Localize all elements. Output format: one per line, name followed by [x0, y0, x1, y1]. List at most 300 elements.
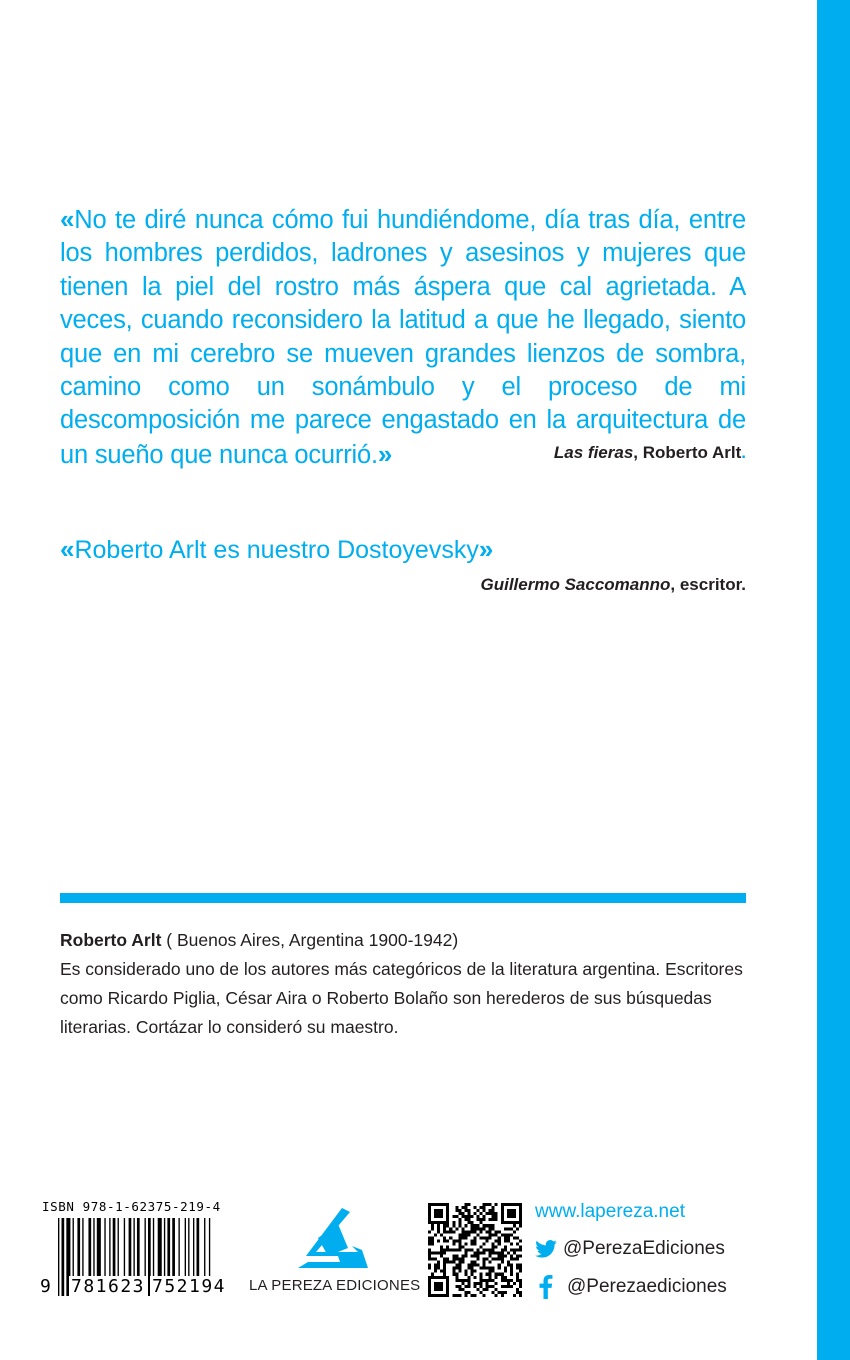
qr-module — [470, 1227, 473, 1230]
qr-module — [480, 1227, 483, 1230]
qr-module — [489, 1261, 492, 1264]
qr-module — [443, 1239, 446, 1242]
qr-module — [483, 1236, 486, 1239]
qr-module — [480, 1221, 483, 1224]
publisher-name: LA PEREZA EDICIONES — [249, 1277, 421, 1294]
qr-module — [504, 1276, 507, 1279]
qr-module — [504, 1233, 507, 1236]
qr-module — [489, 1236, 492, 1239]
qr-module — [489, 1209, 492, 1212]
qr-module — [480, 1206, 483, 1209]
qr-module — [489, 1270, 492, 1273]
qr-code[interactable] — [428, 1203, 522, 1297]
qr-module — [495, 1212, 498, 1215]
qr-module — [492, 1242, 495, 1245]
qr-module — [516, 1273, 519, 1276]
qr-module — [498, 1230, 501, 1233]
qr-module — [455, 1248, 458, 1251]
qr-module — [492, 1291, 495, 1294]
attribution-period: . — [741, 443, 746, 462]
author-bio — [60, 926, 750, 1042]
qr-module — [449, 1261, 452, 1264]
qr-module — [461, 1236, 464, 1239]
facebook-handle[interactable] — [535, 1275, 727, 1299]
qr-module — [443, 1236, 446, 1239]
qr-module — [510, 1242, 513, 1245]
qr-module — [464, 1279, 467, 1282]
qr-module — [513, 1236, 516, 1239]
qr-module — [504, 1245, 507, 1248]
qr-module — [516, 1291, 519, 1294]
qr-module — [480, 1252, 483, 1255]
qr-module — [501, 1285, 504, 1288]
qr-module — [470, 1224, 473, 1227]
qr-module — [495, 1215, 498, 1218]
qr-module — [455, 1255, 458, 1258]
qr-module — [495, 1218, 498, 1221]
qr-module — [507, 1285, 510, 1288]
qr-module — [443, 1261, 446, 1264]
qr-module — [492, 1258, 495, 1261]
qr-module — [437, 1267, 440, 1270]
quote-close-mark: » — [377, 438, 393, 469]
qr-module — [510, 1248, 513, 1251]
qr-module — [519, 1248, 522, 1251]
qr-module — [477, 1282, 480, 1285]
qr-module — [434, 1233, 437, 1236]
qr-module — [492, 1215, 495, 1218]
qr-module — [473, 1206, 476, 1209]
qr-module — [519, 1255, 522, 1258]
qr-module — [458, 1261, 461, 1264]
bio-text: Es considerado uno de los autores más categóricos de la literatura argentina. Escritores como Ricardo Piglia, César Aira o Roberto Bolaño son herederos de sus búsquedas literarias. Cortázar lo consideró su maestro. — [60, 959, 743, 1037]
twitter-handle-text: @PerezaEdiciones — [563, 1238, 725, 1259]
qr-module — [458, 1267, 461, 1270]
qr-module — [467, 1209, 470, 1212]
qr-module — [504, 1248, 507, 1251]
qr-module — [473, 1212, 476, 1215]
qr-module — [501, 1252, 504, 1255]
qr-module — [464, 1291, 467, 1294]
quote2-role: , escritor. — [670, 575, 746, 594]
qr-module — [467, 1221, 470, 1224]
qr-module — [470, 1239, 473, 1242]
qr-module — [443, 1252, 446, 1255]
qr-module — [504, 1270, 507, 1273]
qr-module — [480, 1245, 483, 1248]
qr-module — [510, 1264, 513, 1267]
quote2-attribution — [481, 575, 747, 595]
qr-module — [489, 1203, 492, 1206]
qr-module — [473, 1294, 476, 1297]
qr-module — [498, 1264, 501, 1267]
qr-module — [507, 1233, 510, 1236]
qr-module — [480, 1273, 483, 1276]
qr-module — [519, 1285, 522, 1288]
qr-module — [473, 1242, 476, 1245]
qr-module — [452, 1239, 455, 1242]
qr-module — [467, 1212, 470, 1215]
qr-module — [495, 1294, 498, 1297]
qr-module — [458, 1279, 461, 1282]
qr-module — [461, 1282, 464, 1285]
qr-module — [473, 1239, 476, 1242]
qr-module — [519, 1264, 522, 1267]
qr-module — [510, 1270, 513, 1273]
qr-module — [440, 1248, 443, 1251]
qr-module — [434, 1252, 437, 1255]
qr-module — [507, 1209, 516, 1218]
qr-module — [486, 1288, 489, 1291]
qr-module — [437, 1264, 440, 1267]
qr-module — [431, 1258, 434, 1261]
qr-module — [443, 1273, 446, 1276]
qr-module — [477, 1252, 480, 1255]
qr-module — [473, 1285, 476, 1288]
qr-module — [473, 1276, 476, 1279]
qr-module — [434, 1264, 437, 1267]
qr-module — [458, 1288, 461, 1291]
qr-module — [489, 1218, 492, 1221]
qr-module — [513, 1252, 516, 1255]
qr-module — [458, 1242, 461, 1245]
qr-module — [434, 1209, 443, 1218]
qr-module — [431, 1273, 434, 1276]
qr-module — [437, 1227, 440, 1230]
qr-module — [449, 1276, 452, 1297]
qr-module — [428, 1248, 431, 1251]
qr-module — [467, 1264, 470, 1267]
qr-module — [434, 1270, 437, 1273]
qr-module — [513, 1248, 516, 1251]
qr-module — [446, 1258, 449, 1261]
qr-module — [498, 1242, 501, 1245]
qr-module — [458, 1236, 461, 1239]
qr-module — [437, 1239, 440, 1242]
qr-module — [480, 1230, 483, 1233]
qr-module — [473, 1227, 476, 1230]
qr-module — [501, 1294, 504, 1297]
qr-module — [489, 1224, 492, 1227]
qr-module — [480, 1285, 483, 1288]
qr-module — [486, 1248, 489, 1251]
qr-module — [492, 1212, 495, 1215]
qr-module — [452, 1267, 455, 1270]
qr-module — [473, 1261, 476, 1264]
qr-module — [519, 1224, 522, 1227]
qr-module — [495, 1282, 498, 1285]
qr-module — [516, 1267, 519, 1270]
qr-module — [492, 1245, 495, 1248]
isbn-label: ISBN 978-1-62375-219-4 — [42, 1199, 221, 1214]
qr-module — [489, 1227, 492, 1230]
qr-module — [446, 1230, 449, 1233]
qr-module — [473, 1224, 476, 1227]
qr-module — [480, 1291, 483, 1294]
qr-module — [428, 1230, 431, 1233]
qr-module — [486, 1212, 489, 1215]
publisher-logo — [298, 1206, 368, 1268]
qr-module — [483, 1203, 486, 1206]
qr-module — [452, 1258, 455, 1261]
qr-module — [483, 1209, 486, 1212]
quote2-close-mark: » — [478, 534, 494, 564]
qr-module — [510, 1227, 513, 1230]
qr-module — [446, 1261, 449, 1264]
qr-module — [489, 1230, 492, 1233]
qr-module — [473, 1236, 476, 1239]
qr-module — [461, 1258, 464, 1261]
qr-module — [443, 1267, 446, 1270]
qr-module — [513, 1230, 516, 1233]
qr-module — [477, 1218, 480, 1221]
qr-module — [513, 1258, 516, 1261]
qr-module — [483, 1227, 486, 1230]
qr-module — [467, 1276, 470, 1279]
qr-module — [507, 1236, 510, 1239]
qr-module — [470, 1248, 473, 1251]
barcode-first-digit: 9 — [40, 1276, 51, 1297]
qr-module — [452, 1261, 455, 1264]
qr-module — [480, 1267, 483, 1270]
qr-module — [477, 1224, 480, 1227]
qr-module — [507, 1227, 510, 1230]
qr-module — [483, 1267, 486, 1270]
qr-module — [519, 1294, 522, 1297]
qr-module — [464, 1242, 467, 1245]
qr-module — [519, 1282, 522, 1285]
qr-module — [461, 1245, 464, 1248]
qr-module — [495, 1203, 498, 1206]
qr-module — [464, 1273, 467, 1276]
qr-module — [504, 1255, 507, 1258]
qr-module — [473, 1282, 476, 1285]
qr-module — [449, 1248, 452, 1251]
attribution-author: , Roberto Arlt — [633, 443, 742, 462]
qr-module — [501, 1258, 504, 1261]
qr-module — [501, 1273, 504, 1276]
qr-module — [467, 1279, 470, 1282]
qr-module — [516, 1227, 519, 1230]
qr-module — [452, 1248, 455, 1251]
qr-module — [492, 1224, 495, 1227]
qr-module — [455, 1285, 458, 1288]
qr-module — [428, 1239, 431, 1242]
qr-module — [473, 1252, 476, 1255]
qr-module — [495, 1258, 498, 1261]
qr-module — [467, 1218, 470, 1221]
qr-module — [458, 1285, 461, 1288]
qr-module — [516, 1279, 519, 1282]
barcode-bar — [58, 1218, 59, 1296]
attribution-work: Las fieras — [553, 443, 634, 462]
qr-module — [431, 1227, 434, 1230]
qr-module — [440, 1233, 443, 1236]
qr-module — [483, 1218, 486, 1221]
qr-module — [492, 1279, 495, 1282]
qr-module — [498, 1252, 501, 1255]
qr-module — [516, 1248, 519, 1251]
qr-module — [449, 1203, 452, 1227]
qr-module — [467, 1285, 470, 1288]
qr-module — [455, 1258, 458, 1261]
qr-module — [461, 1233, 464, 1236]
qr-module — [477, 1209, 480, 1212]
qr-module — [428, 1267, 431, 1270]
qr-module — [498, 1267, 501, 1270]
qr-module — [452, 1221, 455, 1224]
qr-module — [470, 1230, 473, 1233]
qr-module — [492, 1227, 495, 1230]
qr-module — [443, 1224, 446, 1227]
qr-module — [452, 1273, 455, 1276]
qr-module — [507, 1279, 510, 1282]
qr-module — [455, 1279, 458, 1282]
spine-stripe — [817, 0, 850, 1360]
qr-module — [473, 1230, 476, 1233]
qr-module — [443, 1227, 446, 1230]
qr-module — [504, 1267, 507, 1270]
qr-module — [486, 1285, 489, 1288]
qr-module — [464, 1294, 467, 1297]
qr-module — [516, 1236, 519, 1239]
qr-module — [434, 1282, 443, 1291]
qr-module — [501, 1233, 504, 1236]
qr-module — [455, 1227, 458, 1230]
qr-module — [464, 1236, 467, 1239]
qr-module — [443, 1270, 446, 1273]
qr-module — [464, 1218, 467, 1221]
facebook-handle-text: @Perezaediciones — [567, 1276, 727, 1297]
barcode-digit-group-2: 752194 — [152, 1276, 227, 1297]
qr-module — [452, 1270, 455, 1273]
qr-module — [486, 1279, 489, 1282]
qr-module — [483, 1258, 486, 1261]
qr-module — [489, 1267, 492, 1270]
qr-module — [483, 1252, 486, 1255]
facebook-icon — [535, 1275, 557, 1299]
qr-module — [455, 1273, 458, 1276]
qr-module — [495, 1273, 498, 1276]
qr-module — [504, 1236, 507, 1239]
qr-module — [467, 1233, 470, 1236]
qr-module — [473, 1264, 476, 1267]
twitter-icon — [535, 1240, 557, 1258]
qr-module — [483, 1288, 486, 1291]
qr-module — [428, 1242, 431, 1245]
qr-module — [455, 1206, 458, 1209]
qr-module — [486, 1273, 489, 1276]
qr-module — [458, 1233, 461, 1236]
qr-module — [467, 1230, 470, 1233]
qr-module — [519, 1267, 522, 1270]
qr-module — [455, 1239, 458, 1242]
section-divider — [60, 893, 746, 903]
qr-module — [513, 1282, 516, 1285]
qr-module — [513, 1294, 516, 1297]
qr-module — [495, 1233, 498, 1236]
qr-module — [504, 1239, 507, 1242]
quote2-text: Roberto Arlt es nuestro Dostoyevsky — [74, 536, 479, 564]
qr-module — [458, 1218, 461, 1221]
qr-module — [477, 1255, 480, 1258]
qr-module — [452, 1255, 455, 1258]
qr-module — [486, 1239, 489, 1242]
qr-module — [501, 1255, 504, 1258]
qr-module — [507, 1282, 510, 1285]
qr-module — [431, 1252, 434, 1255]
qr-module — [516, 1255, 519, 1258]
qr-module — [458, 1239, 461, 1242]
qr-module — [489, 1276, 492, 1279]
website-link[interactable]: www.lapereza.net — [535, 1201, 685, 1222]
qr-module — [501, 1248, 504, 1251]
qr-module — [443, 1230, 446, 1233]
qr-module — [458, 1221, 461, 1224]
qr-module — [464, 1224, 467, 1227]
qr-module — [504, 1227, 507, 1230]
qr-module — [504, 1285, 507, 1288]
barcode-bar — [62, 1218, 65, 1296]
qr-module — [461, 1227, 464, 1230]
qr-module — [486, 1236, 489, 1239]
qr-module — [437, 1224, 440, 1227]
qr-module — [461, 1212, 464, 1215]
qr-module — [452, 1215, 455, 1218]
qr-module — [480, 1276, 483, 1279]
qr-module — [498, 1203, 501, 1227]
qr-module — [449, 1230, 452, 1233]
qr-module — [467, 1267, 470, 1270]
qr-module — [446, 1248, 449, 1251]
barcode-digit-group-1: 781623 — [71, 1276, 146, 1297]
qr-module — [483, 1294, 486, 1297]
qr-module — [443, 1264, 446, 1267]
qr-module — [498, 1258, 501, 1261]
qr-module — [431, 1239, 434, 1242]
qr-module — [492, 1209, 495, 1212]
qr-module — [464, 1209, 467, 1212]
qr-module — [495, 1239, 498, 1242]
qr-module — [464, 1233, 467, 1236]
qr-module — [458, 1245, 461, 1248]
qr-module — [510, 1285, 513, 1288]
quote2-open-mark: « — [60, 534, 75, 564]
qr-module — [477, 1227, 480, 1230]
qr-module — [495, 1230, 498, 1233]
twitter-handle[interactable] — [535, 1238, 725, 1260]
quote-attribution — [554, 443, 746, 463]
qr-module — [470, 1270, 473, 1273]
qr-module — [461, 1261, 464, 1264]
secondary-quote — [60, 534, 493, 565]
qr-module — [477, 1258, 480, 1261]
qr-module — [458, 1224, 461, 1227]
qr-module — [440, 1252, 443, 1255]
qr-module — [495, 1252, 498, 1255]
qr-module — [480, 1282, 483, 1285]
qr-module — [470, 1255, 473, 1258]
qr-module — [483, 1206, 486, 1209]
qr-module — [504, 1279, 507, 1282]
qr-module — [428, 1252, 431, 1255]
qr-module — [461, 1279, 464, 1282]
qr-module — [467, 1203, 470, 1206]
qr-module — [461, 1255, 464, 1258]
qr-module — [507, 1264, 510, 1267]
qr-module — [464, 1270, 467, 1273]
qr-module — [443, 1248, 446, 1251]
